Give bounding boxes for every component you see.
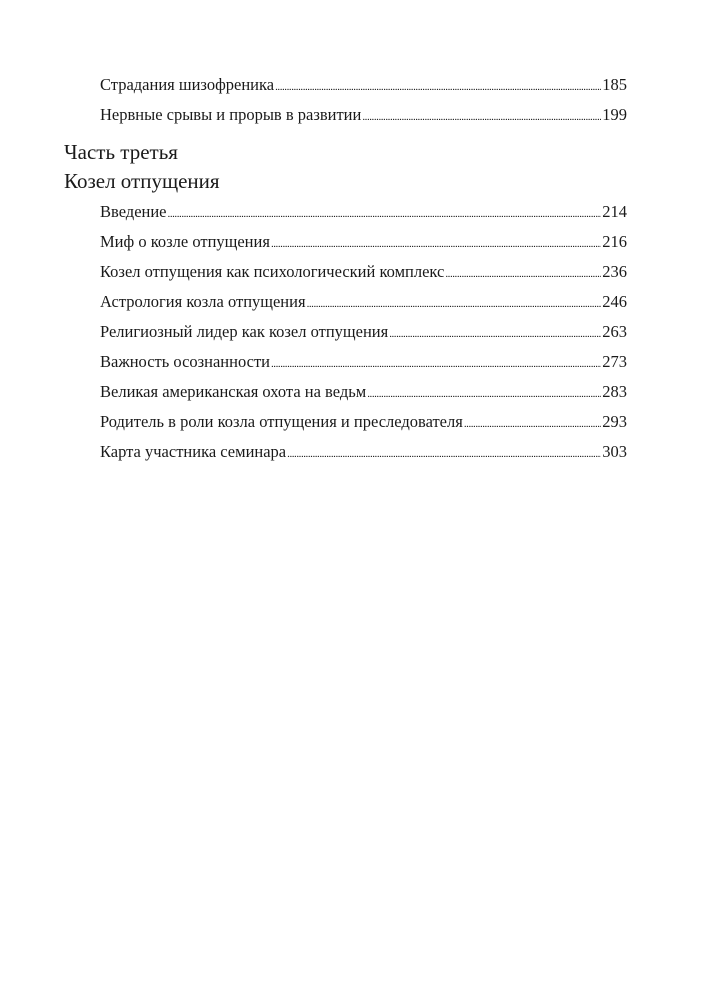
toc-entry [100,257,627,287]
toc-entry [100,437,627,467]
toc-entry [100,317,627,347]
toc-entry-title: Страдания шизофреника [100,75,275,94]
toc-entry [100,227,627,257]
toc-entry-title: Важность осознанности [100,352,270,371]
toc-entry [100,197,627,227]
toc-entry [100,70,627,100]
toc-entry-title: Астрология козла отпущения [100,292,306,311]
toc-entry [100,347,627,377]
dot-leader [168,199,602,229]
toc-entry-title: Нервные срывы и прорыв в развитии [100,105,362,124]
toc-entry-page: 199 [602,105,627,124]
toc-entry-title: Введение [100,202,167,221]
toc-entry [100,287,627,317]
dot-leader [367,379,601,409]
toc-entry-page: 246 [602,292,627,311]
toc-entry-page: 273 [602,352,627,371]
toc-entry-title: Религиозный лидер как козел отпущения [100,322,389,341]
dot-leader [464,409,601,439]
dot-leader [445,259,601,289]
dot-leader [287,439,601,469]
part-heading [64,138,220,196]
dot-leader [275,72,601,102]
toc-entry-title: Карта участника семинара [100,442,287,461]
part-title: Козел отпущения [64,169,220,193]
toc-entry-title: Великая американская охота на ведьм [100,382,367,401]
dot-leader [271,229,601,259]
toc-entry-page: 263 [602,322,627,341]
dot-leader [271,349,601,379]
dot-leader [307,289,602,319]
toc-entry-title: Миф о козле отпущения [100,232,270,251]
toc-entry-page: 214 [602,202,627,221]
toc-entry-title: Козел отпущения как психологический комплекс [100,262,445,281]
toc-entry-page: 236 [602,262,627,281]
toc-top-section [100,70,627,130]
toc-entry-page: 216 [602,232,627,251]
dot-leader [389,319,601,349]
toc-part-section [100,197,627,467]
toc-entry-page: 185 [602,75,627,94]
toc-entry [100,407,627,437]
toc-entry [100,377,627,407]
toc-entry-title: Родитель в роли козла отпущения и преследователя [100,412,463,431]
part-number: Часть третья [64,140,178,164]
toc-entry-page: 303 [602,442,627,461]
toc-entry [100,100,627,130]
toc-entry-page: 283 [602,382,627,401]
dot-leader [362,102,601,132]
toc-entry-page: 293 [602,412,627,431]
